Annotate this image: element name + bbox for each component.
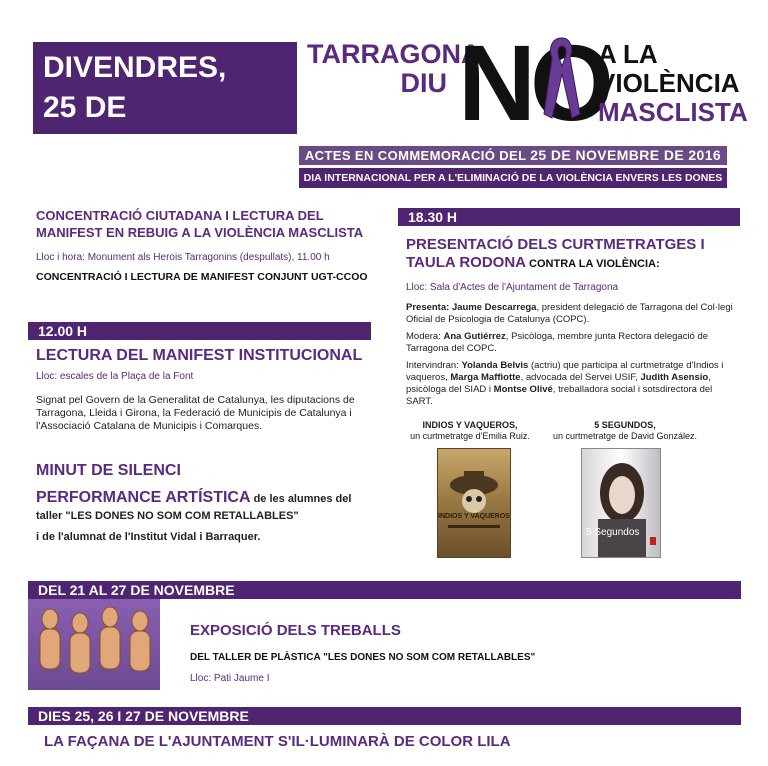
lectura-body: Signat pel Govern de la Generalitat de Catalunya, les diputacions de Tarragona, Lleida i Girona, la Federació de Municipis de Catalunya i l'Associació Catalana de Municipis i Comarques.	[36, 394, 355, 432]
expo-subtitle: DEL TALLER DE PLÀSTICA "LES DONES NO SOM COM RETALLABLES"	[190, 652, 536, 663]
modera-text	[406, 331, 736, 355]
expo-image	[28, 599, 160, 690]
title-left-1: TARRAGONA	[307, 39, 481, 69]
minut-silenci: MINUT DE SILENCI	[36, 462, 181, 479]
title-right	[598, 40, 748, 127]
film-2-caption	[540, 420, 710, 442]
interv-rest-3: , psicòloga del SIAD i	[406, 372, 711, 395]
title-left	[307, 39, 481, 98]
presenta-text	[406, 302, 736, 326]
interv-rest-4: , treballadora social i sotsdirectora del SART.	[406, 384, 713, 407]
presentacio-place: Lloc: Sala d'Actes de l'Ajuntament de Tarragona	[406, 282, 619, 293]
presentacio-title-2: TAULA RODONA	[406, 254, 526, 271]
title-right-1: A LA	[598, 39, 658, 69]
lectura-place: Lloc: escales de la Plaça de la Font	[36, 371, 194, 382]
subtitle-international-day: DIA INTERNACIONAL PER A L'ELIMINACIÓ DE LA VIOLÈNCIA ENVERS LES DONES	[299, 168, 727, 188]
presenta-name: Jaume Descarrega	[451, 302, 537, 313]
interv-name-4: Montse Olivé	[493, 384, 553, 395]
concentracio-subtitle: CONCENTRACIÓ I LECTURA DE MANIFEST CONJUNT UGT-CCOO	[36, 271, 368, 283]
purple-ribbon-icon	[536, 34, 586, 124]
time-bar-12h: 12.00 H	[28, 322, 371, 340]
presentacio-title	[406, 236, 736, 273]
interv-name-1: Yolanda Belvis	[461, 360, 529, 371]
film-2-subtitle: un curtmetratge de David González.	[552, 431, 698, 441]
interv-name-3: Judith Asensio	[640, 372, 709, 383]
concentracio-title: CONCENTRACIÓ CIUTADANA I LECTURA DEL MANIFEST EN REBUIG A LA VIOLÈNCIA MASCLISTA	[36, 208, 364, 240]
title-right-2: VIOLÈNCIA	[598, 68, 740, 98]
performance-line-2: i de l'alumnat de l'Institut Vidal i Barraquer.	[36, 531, 261, 543]
modera-label: Modera:	[406, 331, 444, 342]
poster-2-text: 5 Segundos	[586, 527, 640, 538]
expo-place: Lloc: Pati Jaume I	[190, 673, 270, 684]
expo-figures-art	[28, 599, 160, 690]
film-1-caption	[404, 420, 536, 442]
poster-1-text: INDIOS Y VAQUEROS	[438, 513, 510, 520]
facana-date-bar: DIES 25, 26 I 27 DE NOVEMBRE	[28, 707, 741, 725]
film-1-title: INDIOS Y VAQUEROS,	[422, 420, 518, 430]
interv-rest-2: , advocada del Servei USIF,	[520, 372, 641, 383]
poster-indios-y-vaqueros	[437, 448, 511, 558]
title-no: NO	[458, 22, 608, 143]
presentacio-title-tail: CONTRA LA VIOLÈNCIA:	[526, 258, 660, 270]
poster-1-art	[438, 449, 510, 557]
performance-block	[36, 489, 366, 525]
film-2-title: 5 SEGUNDOS,	[594, 420, 656, 430]
modera-rest: , Psicòloga, membre junta Rectora delegació de Tarragona del COPC.	[406, 331, 709, 354]
expo-title: EXPOSICIÓ DELS TREBALLS	[190, 622, 401, 639]
concentracio-place: Lloc i hora: Monument als Herois Tarragonins (despullats), 11.00 h	[36, 252, 330, 263]
interv-name-2: Marga Maffiotte	[450, 372, 521, 383]
presentacio-title-1: PRESENTACIÓ DELS CURTMETRATGES I	[406, 236, 705, 253]
title-right-3: MASCLISTA	[598, 97, 748, 127]
sub1-pre: ACTES EN COMMEMORACIÓ DEL	[304, 148, 531, 163]
poster-2-art	[582, 449, 660, 557]
poster-5-segundos	[581, 448, 661, 558]
interv-label: Intervindran:	[406, 360, 462, 371]
lectura-title: LECTURA DEL MANIFEST INSTITUCIONAL	[36, 347, 363, 364]
presenta-rest: , president delegació de Tarragona del Col·legi Oficial de Psicologia de Catalunya (COPC).	[406, 302, 733, 325]
intervindran-text	[406, 360, 736, 408]
interv-rest-1: (actriu) que participa al curtmetratge d'Indios i vaqueros,	[406, 360, 724, 383]
title-left-2: DIU	[400, 68, 447, 98]
presenta-label: Presenta:	[406, 302, 452, 313]
time-bar-1830: 18.30 H	[398, 208, 740, 226]
expo-date-bar: DEL 21 AL 27 DE NOVEMBRE	[28, 581, 741, 599]
date-line-2: 25 DE NOVEMBRE	[43, 91, 217, 164]
subtitle-commemoration	[299, 146, 727, 165]
performance-rest: de les alumnes del taller "LES DONES NO SOM COM RETALLABLES"	[36, 493, 352, 522]
date-box	[33, 42, 297, 164]
performance-title: PERFORMANCE ARTÍSTICA	[36, 489, 251, 506]
facana-title: LA FAÇANA DE L'AJUNTAMENT S'IL·LUMINARÀ DE COLOR LILA	[44, 733, 511, 750]
modera-name: Ana Gutiérrez	[443, 331, 506, 342]
sub1-date: 25 DE NOVEMBRE DE 2016	[530, 147, 722, 163]
film-1-subtitle: un curtmetratge d'Emilia Ruiz.	[410, 431, 530, 441]
date-line-1: DIVENDRES,	[43, 51, 227, 84]
